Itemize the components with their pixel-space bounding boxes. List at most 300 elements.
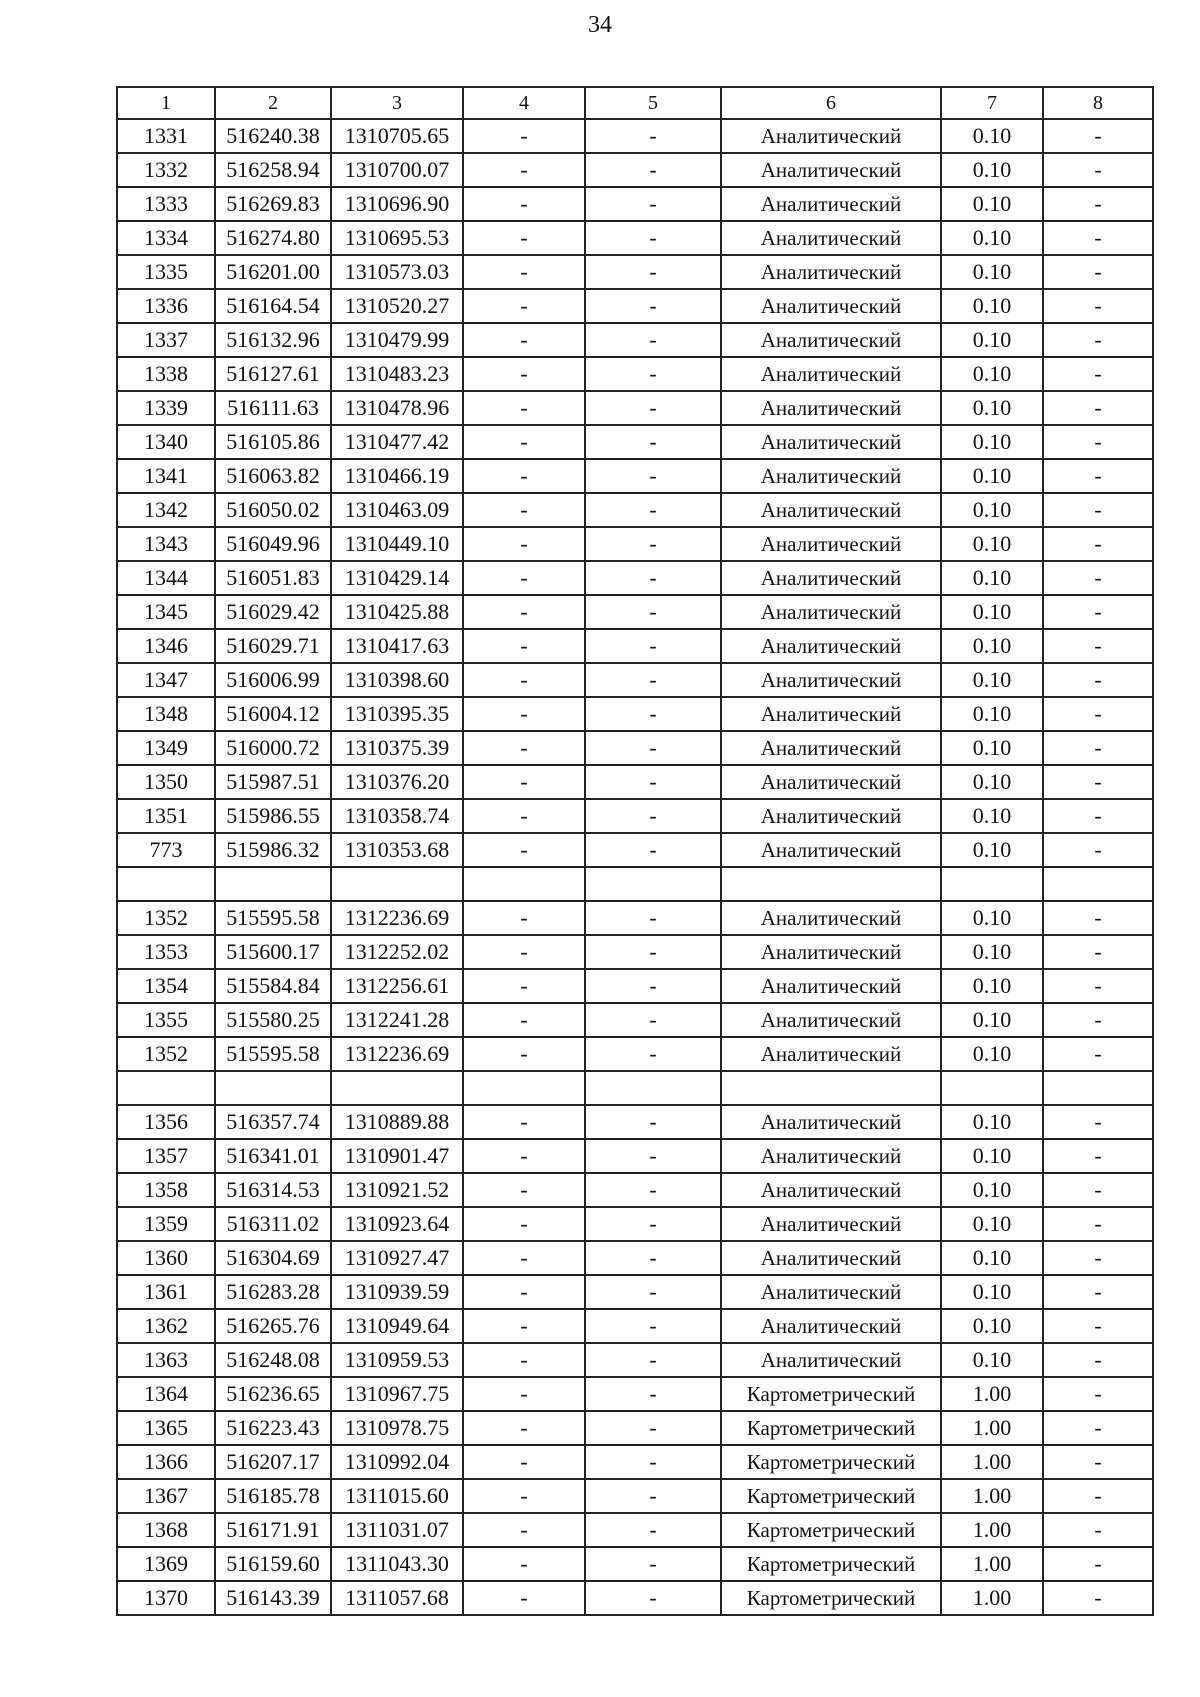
table-cell: - — [1043, 799, 1153, 833]
table-cell: - — [463, 1139, 585, 1173]
table-cell: - — [585, 1479, 721, 1513]
table-cell: 1.00 — [941, 1411, 1043, 1445]
table-cell: Аналитический — [721, 629, 941, 663]
table-cell: 0.10 — [941, 663, 1043, 697]
page-number: 34 — [588, 12, 612, 38]
table-cell: - — [1043, 289, 1153, 323]
table-cell: - — [1043, 833, 1153, 867]
table-cell: 1332 — [117, 153, 215, 187]
table-row — [117, 1037, 1153, 1071]
table-cell: 516143.39 — [215, 1581, 331, 1615]
table-cell: 1310978.75 — [331, 1411, 463, 1445]
table-cell: - — [1043, 901, 1153, 935]
table-cell: 1349 — [117, 731, 215, 765]
table-cell — [215, 1071, 331, 1105]
table-row — [117, 459, 1153, 493]
table-cell: 0.10 — [941, 629, 1043, 663]
table-cell — [331, 867, 463, 901]
table-cell: 516050.02 — [215, 493, 331, 527]
table-cell: 1364 — [117, 1377, 215, 1411]
table-cell: - — [1043, 561, 1153, 595]
table-cell: - — [1043, 1445, 1153, 1479]
table-cell: - — [463, 357, 585, 391]
table-cell: 0.10 — [941, 187, 1043, 221]
table-cell: - — [463, 391, 585, 425]
table-cell: Аналитический — [721, 323, 941, 357]
table-cell: 1310398.60 — [331, 663, 463, 697]
table-row — [117, 425, 1153, 459]
table-cell: 1342 — [117, 493, 215, 527]
table-cell: Аналитический — [721, 1343, 941, 1377]
table-cell: Картометрический — [721, 1445, 941, 1479]
table-cell: 1310889.88 — [331, 1105, 463, 1139]
table-cell: 516207.17 — [215, 1445, 331, 1479]
table-cell: - — [1043, 765, 1153, 799]
table-cell: 1346 — [117, 629, 215, 663]
table-cell: - — [585, 1581, 721, 1615]
table-cell: Аналитический — [721, 119, 941, 153]
table-cell: - — [585, 663, 721, 697]
table-cell: - — [463, 799, 585, 833]
table-cell: 516201.00 — [215, 255, 331, 289]
table-row — [117, 629, 1153, 663]
table-row — [117, 595, 1153, 629]
table-cell: Аналитический — [721, 1309, 941, 1343]
table-cell: - — [585, 935, 721, 969]
table-cell: 0.10 — [941, 833, 1043, 867]
table-cell: - — [585, 1105, 721, 1139]
table-cell — [117, 1071, 215, 1105]
table-cell: - — [585, 459, 721, 493]
table-cell: 0.10 — [941, 765, 1043, 799]
table-cell: - — [585, 697, 721, 731]
table-cell: - — [463, 289, 585, 323]
table-cell: - — [463, 1445, 585, 1479]
table-cell: 1335 — [117, 255, 215, 289]
table-cell: - — [463, 629, 585, 663]
table-cell: 516051.83 — [215, 561, 331, 595]
table-cell: 0.10 — [941, 1343, 1043, 1377]
table-cell: - — [585, 901, 721, 935]
table-cell: Аналитический — [721, 697, 941, 731]
table-cell: - — [585, 1377, 721, 1411]
table-cell: 1338 — [117, 357, 215, 391]
table-cell: Аналитический — [721, 425, 941, 459]
table-cell: 0.10 — [941, 391, 1043, 425]
table-cell: 1310959.53 — [331, 1343, 463, 1377]
table-cell: - — [463, 765, 585, 799]
table-cell — [941, 867, 1043, 901]
table-cell: 1310395.35 — [331, 697, 463, 731]
table-cell: - — [1043, 697, 1153, 731]
table-cell: 1310466.19 — [331, 459, 463, 493]
table-cell: 1310358.74 — [331, 799, 463, 833]
table-cell: - — [585, 595, 721, 629]
table-cell: 516248.08 — [215, 1343, 331, 1377]
table-cell: 1310376.20 — [331, 765, 463, 799]
table-row — [117, 765, 1153, 799]
table-cell — [215, 867, 331, 901]
table-cell: Аналитический — [721, 833, 941, 867]
table-cell: 1310477.42 — [331, 425, 463, 459]
table-cell: 1358 — [117, 1173, 215, 1207]
table-cell: 515580.25 — [215, 1003, 331, 1037]
table-cell: 0.10 — [941, 425, 1043, 459]
table-cell: 0.10 — [941, 731, 1043, 765]
table-cell: 1367 — [117, 1479, 215, 1513]
table-cell — [1043, 867, 1153, 901]
table-cell: - — [1043, 1479, 1153, 1513]
table-cell: - — [585, 323, 721, 357]
table-cell: Аналитический — [721, 935, 941, 969]
table-cell: 516283.28 — [215, 1275, 331, 1309]
table-cell: 516185.78 — [215, 1479, 331, 1513]
table-row — [117, 391, 1153, 425]
table-cell: Аналитический — [721, 1003, 941, 1037]
table-cell: - — [585, 1513, 721, 1547]
table-cell — [463, 867, 585, 901]
table-cell: Аналитический — [721, 391, 941, 425]
table-cell: 516132.96 — [215, 323, 331, 357]
table-cell: 1363 — [117, 1343, 215, 1377]
table-cell: Аналитический — [721, 1275, 941, 1309]
table-cell: - — [1043, 425, 1153, 459]
table-cell: 1310417.63 — [331, 629, 463, 663]
table-cell: Аналитический — [721, 663, 941, 697]
separator-row — [117, 867, 1153, 901]
table-cell: - — [463, 459, 585, 493]
table-cell: Аналитический — [721, 1139, 941, 1173]
table-cell: 0.10 — [941, 1309, 1043, 1343]
table-cell: - — [463, 119, 585, 153]
table-cell: 1310479.99 — [331, 323, 463, 357]
table-body — [117, 119, 1153, 1615]
table-cell: 1334 — [117, 221, 215, 255]
table-cell: 0.10 — [941, 1207, 1043, 1241]
table-cell: 1310705.65 — [331, 119, 463, 153]
table-cell: Аналитический — [721, 459, 941, 493]
table-cell: Аналитический — [721, 1173, 941, 1207]
table-cell: - — [463, 595, 585, 629]
table-cell: - — [1043, 493, 1153, 527]
table-row — [117, 1003, 1153, 1037]
table-cell: - — [463, 561, 585, 595]
table-row — [117, 119, 1153, 153]
table-cell: - — [463, 1173, 585, 1207]
table-cell: - — [1043, 1547, 1153, 1581]
table-row — [117, 323, 1153, 357]
table-cell: 1361 — [117, 1275, 215, 1309]
table-cell: - — [585, 799, 721, 833]
table-cell — [721, 1071, 941, 1105]
table-row — [117, 561, 1153, 595]
table-cell: 516314.53 — [215, 1173, 331, 1207]
table-cell: Картометрический — [721, 1581, 941, 1615]
table-row — [117, 697, 1153, 731]
table-cell: - — [463, 1547, 585, 1581]
table-cell: - — [463, 901, 585, 935]
table-cell: Аналитический — [721, 1105, 941, 1139]
table-cell: Аналитический — [721, 527, 941, 561]
table-cell: - — [1043, 1037, 1153, 1071]
table-cell: 1310696.90 — [331, 187, 463, 221]
table-cell: Аналитический — [721, 901, 941, 935]
table-cell: 0.10 — [941, 1003, 1043, 1037]
table-cell: - — [1043, 969, 1153, 1003]
column-header-7: 7 — [941, 87, 1043, 119]
table-cell: 1311043.30 — [331, 1547, 463, 1581]
table-cell: 0.10 — [941, 1275, 1043, 1309]
table-cell: Аналитический — [721, 187, 941, 221]
table-cell: 1345 — [117, 595, 215, 629]
table-row — [117, 1275, 1153, 1309]
table-cell: 0.10 — [941, 901, 1043, 935]
table-row — [117, 1207, 1153, 1241]
table-cell: - — [1043, 221, 1153, 255]
table-cell: 0.10 — [941, 255, 1043, 289]
table-cell: 0.10 — [941, 153, 1043, 187]
table-cell: - — [585, 255, 721, 289]
table-cell: 516029.71 — [215, 629, 331, 663]
table-cell: - — [1043, 255, 1153, 289]
table-cell: - — [585, 289, 721, 323]
table-cell: Аналитический — [721, 969, 941, 1003]
table-cell: - — [463, 527, 585, 561]
table-cell: 0.10 — [941, 357, 1043, 391]
column-header-3: 3 — [331, 87, 463, 119]
table-cell: 1350 — [117, 765, 215, 799]
table-cell: - — [463, 1105, 585, 1139]
table-cell: 516258.94 — [215, 153, 331, 187]
table-cell: 0.10 — [941, 459, 1043, 493]
table-cell: - — [585, 221, 721, 255]
table-row — [117, 357, 1153, 391]
table-cell: 1333 — [117, 187, 215, 221]
table-cell: - — [585, 357, 721, 391]
table-cell: 1343 — [117, 527, 215, 561]
table-cell: - — [1043, 527, 1153, 561]
table-cell: Аналитический — [721, 289, 941, 323]
table-cell: Аналитический — [721, 595, 941, 629]
table-cell: 516127.61 — [215, 357, 331, 391]
table-cell: 1310992.04 — [331, 1445, 463, 1479]
table-cell: - — [463, 1003, 585, 1037]
table-cell: 0.10 — [941, 221, 1043, 255]
table-cell: 516006.99 — [215, 663, 331, 697]
column-header-4: 4 — [463, 87, 585, 119]
table-cell: 1310573.03 — [331, 255, 463, 289]
table-row — [117, 935, 1153, 969]
table-cell: - — [463, 1241, 585, 1275]
table-cell: - — [585, 1343, 721, 1377]
table-cell: - — [463, 493, 585, 527]
table-cell: Аналитический — [721, 1207, 941, 1241]
table-cell: - — [1043, 323, 1153, 357]
table-row — [117, 1139, 1153, 1173]
table-cell: - — [463, 323, 585, 357]
table-cell: - — [585, 425, 721, 459]
table-cell — [585, 1071, 721, 1105]
table-row — [117, 255, 1153, 289]
table-cell: - — [463, 1309, 585, 1343]
table-cell: - — [585, 1411, 721, 1445]
table-cell: - — [463, 1037, 585, 1071]
table-row — [117, 1581, 1153, 1615]
table-cell: 0.10 — [941, 561, 1043, 595]
table-cell: - — [585, 119, 721, 153]
table-cell: 516000.72 — [215, 731, 331, 765]
table-cell: 1354 — [117, 969, 215, 1003]
table-cell: 1.00 — [941, 1377, 1043, 1411]
table-cell: - — [463, 255, 585, 289]
table-cell: 0.10 — [941, 799, 1043, 833]
table-cell: - — [1043, 935, 1153, 969]
table-cell: - — [463, 969, 585, 1003]
table-cell: - — [585, 187, 721, 221]
table-cell: - — [463, 1581, 585, 1615]
table-cell: Аналитический — [721, 799, 941, 833]
table-cell: Картометрический — [721, 1411, 941, 1445]
table-row — [117, 1309, 1153, 1343]
table-cell: 0.10 — [941, 493, 1043, 527]
table-cell: 516105.86 — [215, 425, 331, 459]
table-cell: Аналитический — [721, 357, 941, 391]
table-cell: - — [585, 153, 721, 187]
table-row — [117, 289, 1153, 323]
table-cell: - — [463, 663, 585, 697]
table-cell — [585, 867, 721, 901]
table-cell: 1310375.39 — [331, 731, 463, 765]
table-row — [117, 663, 1153, 697]
table-cell: - — [463, 731, 585, 765]
table-cell: - — [463, 1207, 585, 1241]
table-cell: 1360 — [117, 1241, 215, 1275]
table-cell — [1043, 1071, 1153, 1105]
table-cell: 1311057.68 — [331, 1581, 463, 1615]
column-header-2: 2 — [215, 87, 331, 119]
table-cell: Аналитический — [721, 1241, 941, 1275]
table-cell: 516236.65 — [215, 1377, 331, 1411]
table-cell: Аналитический — [721, 221, 941, 255]
table-cell: - — [585, 969, 721, 1003]
table-cell: - — [585, 1309, 721, 1343]
table-cell: - — [1043, 1513, 1153, 1547]
table-cell: - — [585, 493, 721, 527]
table-cell: Аналитический — [721, 731, 941, 765]
table-cell: - — [463, 1377, 585, 1411]
table-row — [117, 969, 1153, 1003]
table-cell: 516063.82 — [215, 459, 331, 493]
table-cell: 1310520.27 — [331, 289, 463, 323]
table-cell: 1344 — [117, 561, 215, 595]
table-cell: - — [463, 833, 585, 867]
table-cell: 0.10 — [941, 595, 1043, 629]
table-cell: 516049.96 — [215, 527, 331, 561]
table-cell: 1310483.23 — [331, 357, 463, 391]
table-cell: - — [585, 527, 721, 561]
table-cell: 1.00 — [941, 1479, 1043, 1513]
table-cell: Аналитический — [721, 255, 941, 289]
table-cell: 1352 — [117, 1037, 215, 1071]
table-cell: - — [1043, 1207, 1153, 1241]
table-cell: 515595.58 — [215, 901, 331, 935]
table-cell: 1368 — [117, 1513, 215, 1547]
table-cell: 516304.69 — [215, 1241, 331, 1275]
table-cell: - — [463, 425, 585, 459]
column-header-6: 6 — [721, 87, 941, 119]
table-row — [117, 1411, 1153, 1445]
table-cell: - — [585, 561, 721, 595]
table-cell: 0.10 — [941, 697, 1043, 731]
table-row — [117, 1241, 1153, 1275]
table-cell: 1310449.10 — [331, 527, 463, 561]
table-cell: - — [585, 391, 721, 425]
table-cell: - — [1043, 1241, 1153, 1275]
table-row — [117, 187, 1153, 221]
table-cell: 1310923.64 — [331, 1207, 463, 1241]
table-cell: - — [1043, 629, 1153, 663]
table-cell: 1.00 — [941, 1581, 1043, 1615]
table-cell: - — [585, 1139, 721, 1173]
table-cell: 515987.51 — [215, 765, 331, 799]
table-cell: 0.10 — [941, 289, 1043, 323]
table-cell: 1312236.69 — [331, 901, 463, 935]
table-cell: 516171.91 — [215, 1513, 331, 1547]
coordinates-table — [116, 86, 1154, 1616]
table-cell: 1339 — [117, 391, 215, 425]
table-row — [117, 1173, 1153, 1207]
table-cell: 516265.76 — [215, 1309, 331, 1343]
table-cell: 516164.54 — [215, 289, 331, 323]
table-cell: 1362 — [117, 1309, 215, 1343]
table-cell: - — [1043, 1309, 1153, 1343]
table-row — [117, 731, 1153, 765]
table-cell: - — [585, 1003, 721, 1037]
table-cell: 1.00 — [941, 1513, 1043, 1547]
table-cell: 1310353.68 — [331, 833, 463, 867]
table-cell: 516111.63 — [215, 391, 331, 425]
table-cell: - — [463, 1513, 585, 1547]
table-cell: 516269.83 — [215, 187, 331, 221]
table-cell: Аналитический — [721, 561, 941, 595]
table-cell: 0.10 — [941, 323, 1043, 357]
table-cell: 1310939.59 — [331, 1275, 463, 1309]
table-cell: Картометрический — [721, 1547, 941, 1581]
table-cell: 1311015.60 — [331, 1479, 463, 1513]
table-cell: 1365 — [117, 1411, 215, 1445]
table-row — [117, 493, 1153, 527]
table-cell: 515986.55 — [215, 799, 331, 833]
table-cell: - — [1043, 153, 1153, 187]
table-cell: 515595.58 — [215, 1037, 331, 1071]
table-cell: - — [463, 221, 585, 255]
table-cell: 515986.32 — [215, 833, 331, 867]
table-cell: - — [463, 187, 585, 221]
table-cell: - — [1043, 1411, 1153, 1445]
table-cell: 1312236.69 — [331, 1037, 463, 1071]
table-cell: 1312256.61 — [331, 969, 463, 1003]
table-cell: Аналитический — [721, 153, 941, 187]
table-cell: - — [585, 731, 721, 765]
table-cell: 0.10 — [941, 935, 1043, 969]
table-cell: - — [1043, 1003, 1153, 1037]
table-cell: 1340 — [117, 425, 215, 459]
table-cell: 1356 — [117, 1105, 215, 1139]
table-cell: 1351 — [117, 799, 215, 833]
table-cell: - — [1043, 1275, 1153, 1309]
table-cell: - — [1043, 1173, 1153, 1207]
table-cell: 516240.38 — [215, 119, 331, 153]
